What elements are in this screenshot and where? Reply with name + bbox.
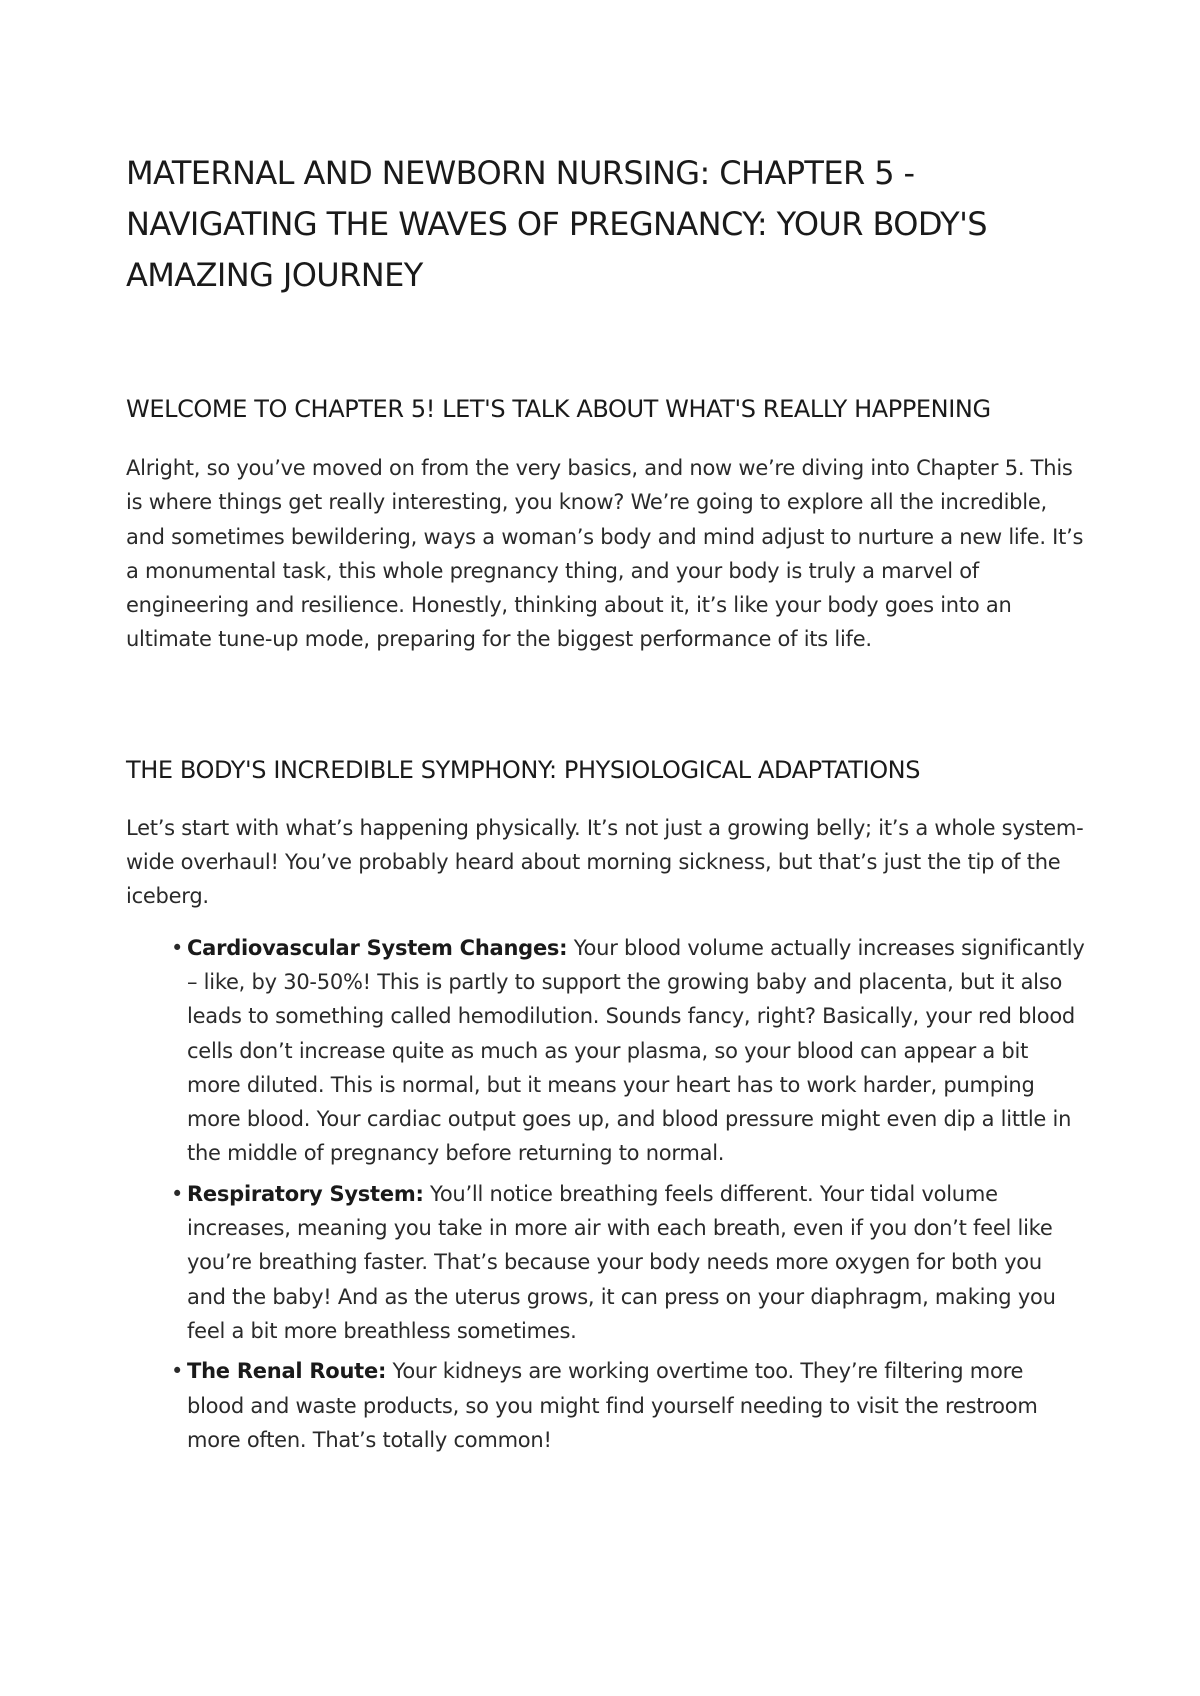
list-item-term: Respiratory System: bbox=[187, 1181, 424, 1206]
bullet-marker: • bbox=[171, 1181, 184, 1206]
list-item-cardiovascular bbox=[171, 931, 1086, 1171]
document-title: MATERNAL AND NEWBORN NURSING: CHAPTER 5 - NAVIGATING THE WAVES OF PREGNANCY: YOUR BODY'S AMAZING JOURNEY bbox=[126, 154, 987, 294]
section-heading-welcome: WELCOME TO CHAPTER 5! LET'S TALK ABOUT WHAT'S REALLY HAPPENING bbox=[126, 395, 991, 423]
list-item-text: You’ll notice breathing feels different. Your tidal volume increases, meaning you take in more air with each breath, even if you don’t feel like you’re breathing faster. That’s because your body needs more oxygen for both you and the baby! And as the uterus grows, it can press on your diaphragm, making you feel a bit more breathless sometimes. bbox=[187, 1181, 1056, 1343]
section-paragraph-physiological-adaptations: Let’s start with what’s happening physically. It’s not just a growing belly; it’s a whole system-wide overhaul! You’ve probably heard about morning sickness, but that’s just the tip of the iceberg. bbox=[126, 815, 1084, 909]
list-item-renal bbox=[171, 1354, 1086, 1457]
section-paragraph-welcome: Alright, so you’ve moved on from the very basics, and now we’re diving into Chapter 5. This is where things get really interesting, you know? We’re going to explore all the incredible, and sometimes bewildering, ways a woman’s body and mind adjust to nurture a new life. It’s a monumental task, this whole pregnancy thing, and your body is truly a marvel of engineering and resilience. Honestly, thinking about it, it’s like your body goes into an ultimate tune-up mode, preparing for the biggest performance of its life. bbox=[126, 456, 1084, 652]
list-item-respiratory bbox=[171, 1177, 1086, 1348]
section-heading-physiological-adaptations: THE BODY'S INCREDIBLE SYMPHONY: PHYSIOLOGICAL ADAPTATIONS bbox=[126, 755, 921, 784]
list-item-term: Cardiovascular System Changes: bbox=[187, 935, 568, 960]
adaptations-bullet-list bbox=[126, 931, 1086, 1457]
document-page bbox=[126, 148, 1086, 1463]
bullet-marker: • bbox=[171, 1359, 184, 1384]
bullet-marker: • bbox=[171, 935, 184, 960]
list-item-term: The Renal Route: bbox=[187, 1359, 387, 1384]
list-item-text: Your kidneys are working overtime too. They’re filtering more blood and waste products, so you might find yourself needing to visit the restroom more often. That’s totally common! bbox=[187, 1359, 1038, 1452]
list-item-text: Your blood volume actually increases significantly – like, by 30-50%! This is partly to support the growing baby and placenta, but it also leads to something called hemodilution. Sounds fancy, right? Basically, your red blood cells don’t increase quite as much as your plasma, so your blood can appear a bit more diluted. This is normal, but it means your heart has to work harder, pumping more blood. Your cardiac output goes up, and blood pressure might even dip a little in the middle of pregnancy before returning to normal. bbox=[187, 935, 1085, 1166]
